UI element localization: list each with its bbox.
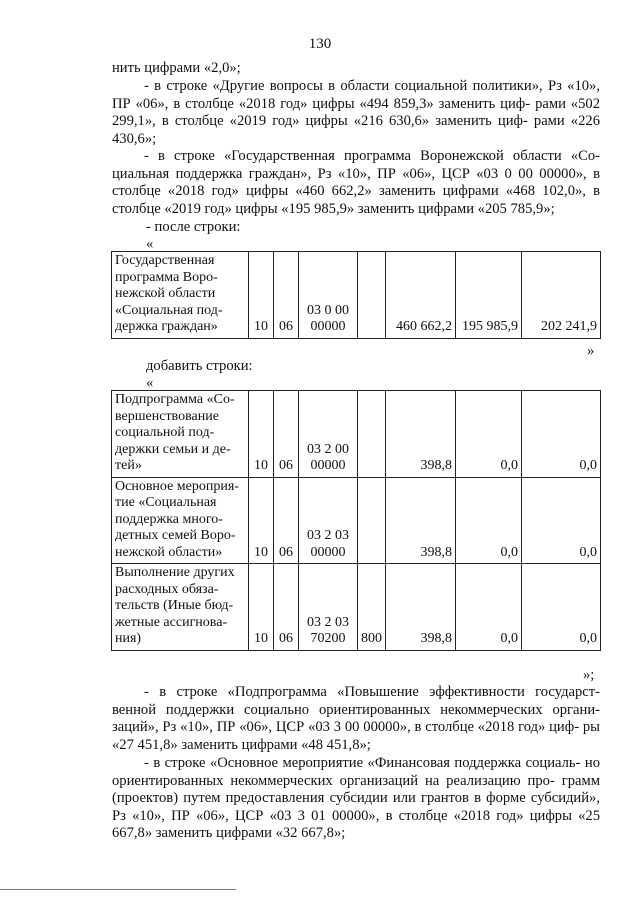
text-line: столбце «2019 год» цифры «195 985,9» заменить цифрами «205 785,9»; (112, 200, 555, 217)
name-line: нежской области» (115, 544, 223, 560)
text-line: венной поддержки социально ориентированных некоммерческих органи- (112, 701, 600, 718)
value-2018-cell: 398,8 (386, 564, 456, 651)
value-2020-cell: 0,0 (522, 477, 601, 564)
name-line: нежской области (115, 286, 216, 301)
name-line: расходных обяза- (115, 581, 219, 597)
value-2018-cell: 460 662,2 (386, 252, 456, 339)
value-2020-cell: 202 241,9 (522, 252, 601, 339)
close-quote-semicolon: »; (583, 667, 595, 683)
pr-cell: 06 (274, 477, 299, 564)
csr-line: 00000 (310, 544, 346, 560)
text-line: ры «27 451,8» заменить цифрами «48 451,8»; (112, 719, 600, 753)
value-2018-cell: 398,8 (386, 477, 456, 564)
csr-line: 00000 (310, 458, 346, 473)
value-2019-cell: 0,0 (456, 564, 522, 651)
name-line: тельств (Иные бюд- (115, 598, 234, 613)
vr-cell (358, 391, 386, 478)
vr-cell: 800 (358, 564, 386, 651)
budget-table-original-row (111, 251, 601, 339)
text-line: - в строке «Другие вопросы в области социальной политики», (144, 78, 543, 94)
name-line: тие «Социальная (115, 495, 217, 510)
name-line: социальной под- (115, 425, 215, 440)
text-line: циальная поддержка граждан», Рз «10», ПР «06», ЦСР «03 0 00 00000», в (112, 165, 600, 182)
vr-cell (358, 477, 386, 564)
csr-line: 03 2 00 (307, 441, 349, 457)
csr-cell (299, 391, 358, 478)
vr-cell (358, 252, 386, 339)
csr-line: 03 2 03 (307, 528, 349, 543)
text-line: заций», Рз «10», ПР «06», ЦСР «03 3 00 00000», в столбце «2018 год» циф- (112, 719, 580, 736)
value-2018-cell: 398,8 (386, 391, 456, 478)
text-line: рами «226 430,6»; (112, 113, 600, 147)
csr-line: 70200 (310, 631, 346, 646)
pr-cell: 06 (274, 564, 299, 651)
name-line: программа Воро- (115, 269, 218, 285)
text-line: цифры «25 667,8» заменить цифрами «32 667,8»; (112, 807, 600, 842)
name-line: ния) (115, 631, 142, 646)
table-row (112, 391, 601, 478)
csr-cell (299, 252, 358, 339)
csr-line: 00000 (310, 319, 346, 334)
after-row-label: - после строки: (146, 219, 241, 235)
close-quote: » (587, 343, 595, 359)
name-line: вершенствование (115, 408, 219, 424)
name-line: жетные ассигнова- (115, 614, 228, 630)
row-name (112, 564, 249, 651)
csr-line: 03 2 03 (307, 614, 349, 630)
text-line: субсидий», Рз «10», ПР «06», ЦСР «03 3 01 00000», в столбце «2018 год» (112, 790, 600, 824)
amendment-paragraph-1 (112, 78, 600, 148)
table-row (112, 477, 601, 564)
open-quote: « (146, 236, 154, 252)
name-line: «Социальная под- (115, 302, 223, 318)
name-line: Государственная (115, 253, 215, 268)
add-rows-label: добавить строки: (146, 358, 253, 374)
row-name (112, 252, 249, 339)
value-2019-cell: 0,0 (456, 391, 522, 478)
text-line: - в строке «Подпрограмма «Повышение эффективности государст- (144, 684, 600, 700)
amendment-paragraph-2 (112, 148, 600, 218)
text-line: грамм (проектов) путем предоставления субсидии или грантов в форме (112, 772, 600, 807)
text-line: - в строке «Основное мероприятие «Финансовая поддержка социаль- (144, 755, 581, 771)
row-name (112, 477, 249, 564)
name-line: Основное мероприя- (115, 478, 239, 494)
name-line: детных семей Воро- (115, 528, 236, 543)
text-line: Рз «10», ПР «06», в столбце «2018 год» цифры «494 859,3» заменить циф- (112, 78, 600, 112)
text-line: рами «502 299,1», в столбце «2019 год» цифры «216 630,6» заменить циф- (112, 95, 600, 130)
row-name (112, 391, 249, 478)
amendment-paragraph-4 (112, 755, 600, 843)
pr-cell: 06 (274, 252, 299, 339)
name-line: держки семьи и де- (115, 441, 231, 457)
amendment-paragraph-3 (112, 684, 600, 754)
name-line: держка граждан» (115, 319, 218, 334)
csr-line: 03 0 00 (307, 302, 349, 318)
pr-cell: 06 (274, 391, 299, 478)
text-line: но ориентированных некоммерческих организаций на реализацию про- (112, 755, 600, 789)
name-line: Подпрограмма «Со- (115, 392, 235, 407)
page-number: 130 (308, 36, 332, 52)
table-row (112, 564, 601, 651)
csr-cell (299, 564, 358, 651)
rz-cell: 10 (249, 252, 274, 339)
text-line: столбце «2018 год» цифры «460 662,2» заменить цифрами «468 102,0», в (112, 183, 600, 200)
text-line: - в строке «Государственная программа Воронежской области «Со- (144, 148, 600, 164)
footer-divider (0, 889, 236, 890)
name-line: поддержка много- (115, 511, 223, 527)
open-quote: « (146, 375, 154, 391)
name-line: Выполнение других (115, 565, 235, 580)
intro-line: нить цифрами «2,0»; (112, 60, 241, 76)
value-2019-cell: 0,0 (456, 477, 522, 564)
rz-cell: 10 (249, 564, 274, 651)
value-2020-cell: 0,0 (522, 564, 601, 651)
budget-table-added-rows (111, 390, 601, 651)
name-line: тей» (115, 458, 142, 473)
table-row (112, 252, 601, 339)
rz-cell: 10 (249, 391, 274, 478)
csr-cell (299, 477, 358, 564)
value-2020-cell: 0,0 (522, 391, 601, 478)
value-2019-cell: 195 985,9 (456, 252, 522, 339)
rz-cell: 10 (249, 477, 274, 564)
